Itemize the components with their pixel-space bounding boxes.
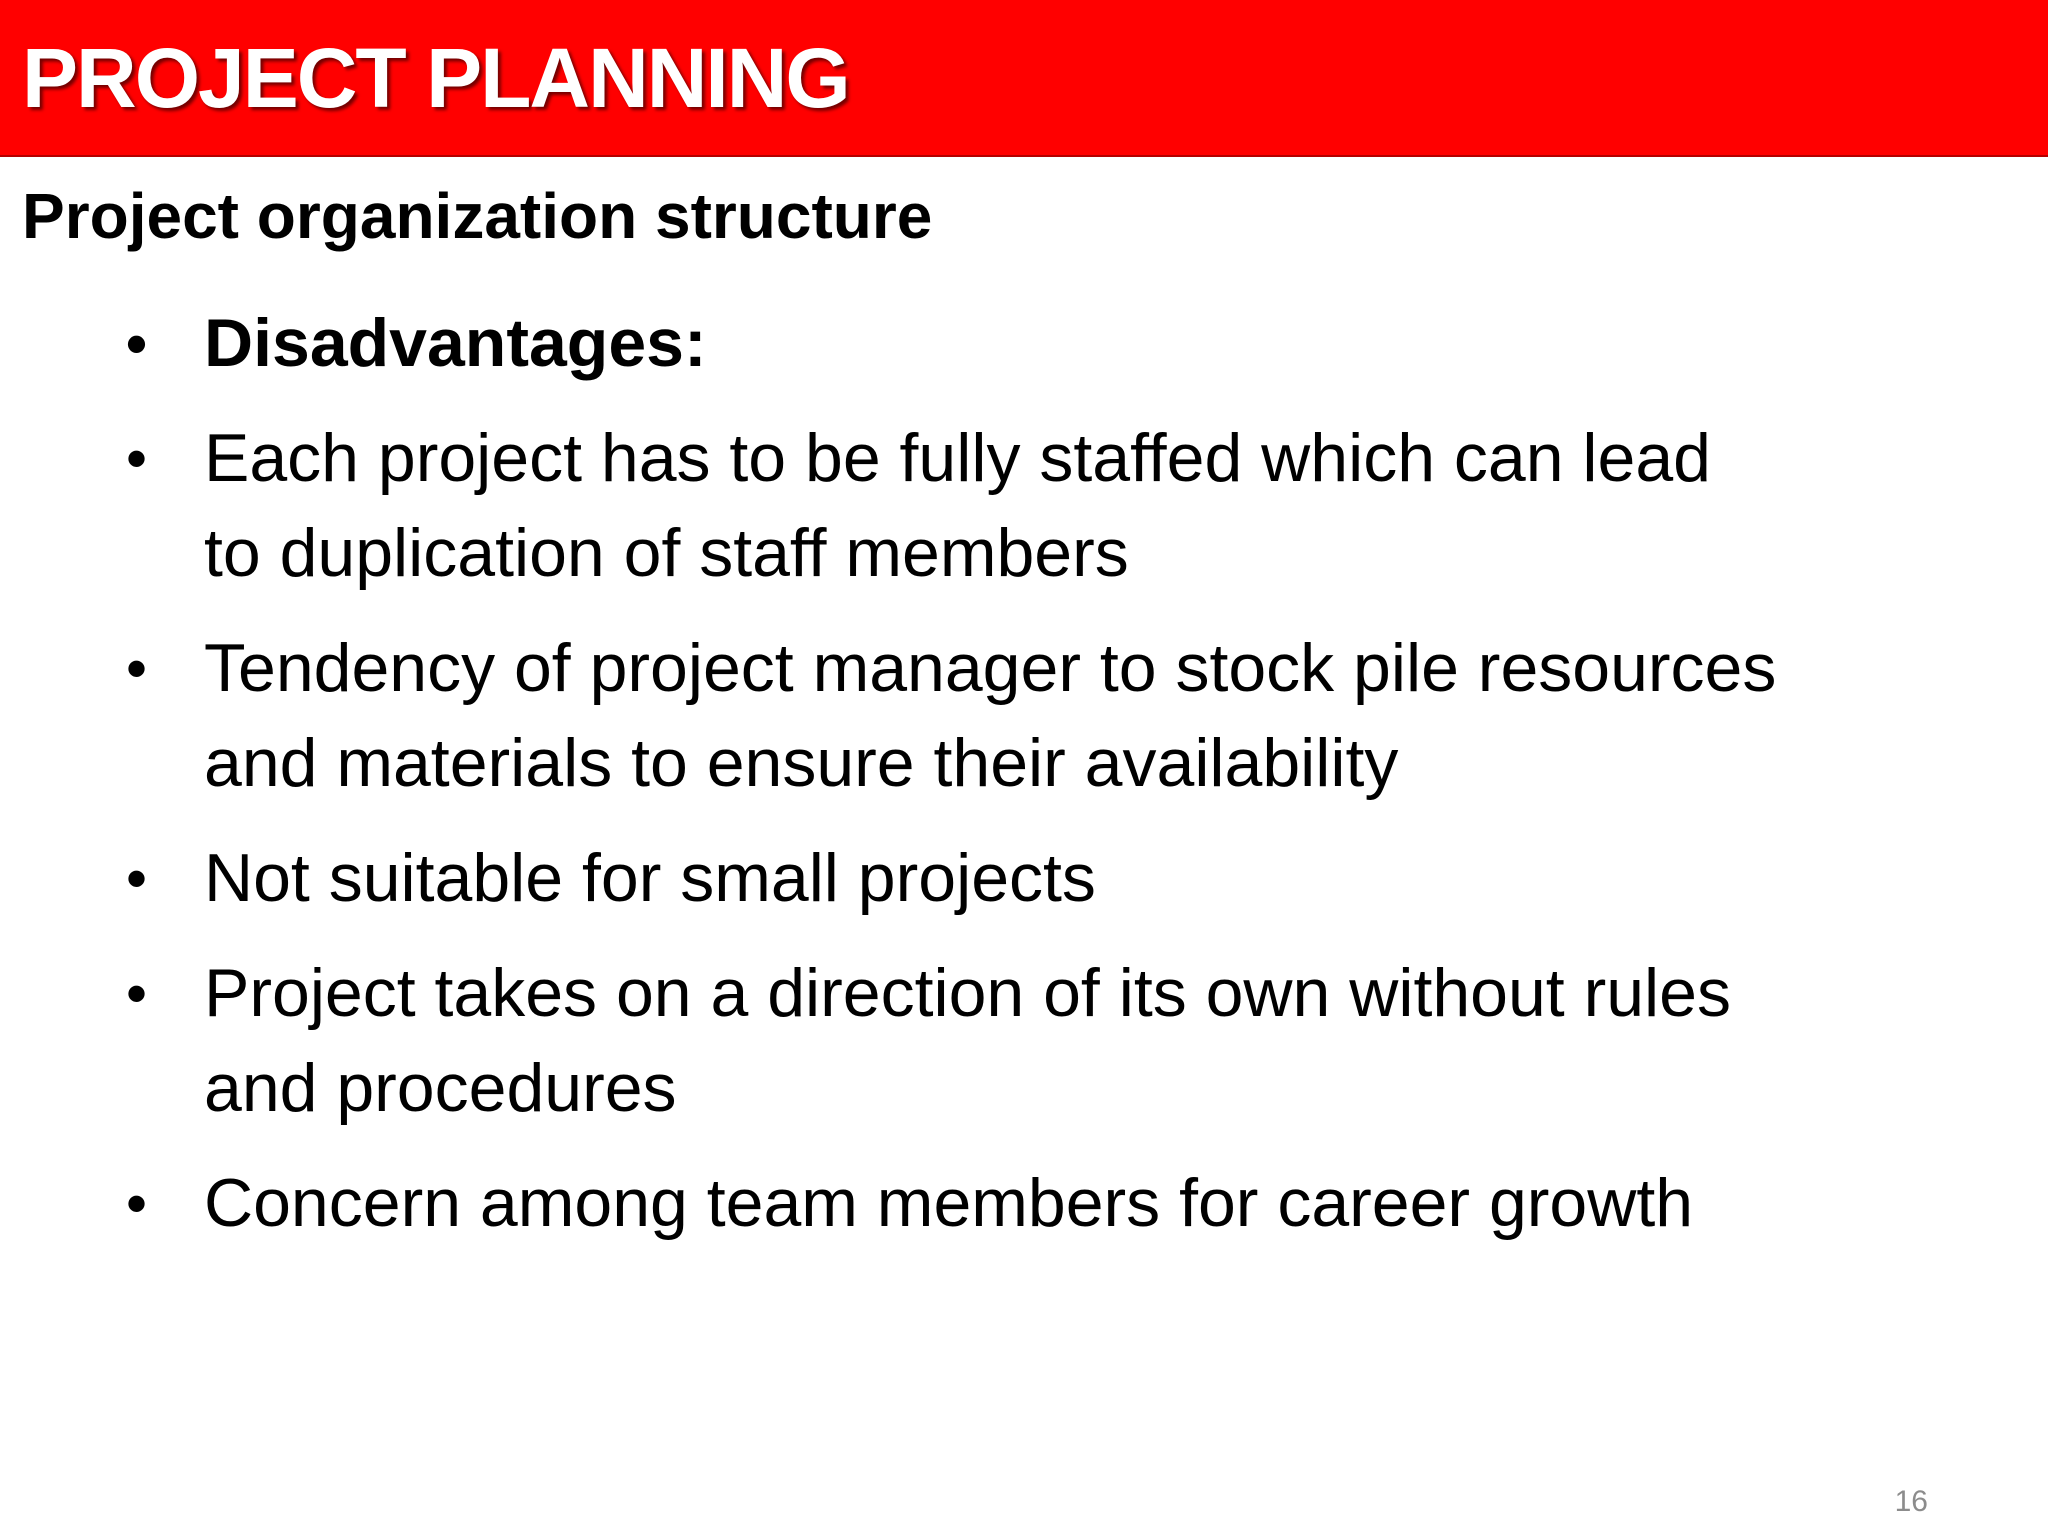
bullet-item-stockpile-resources xyxy=(0,621,1780,811)
bullet-text: Concern among team members for career growth xyxy=(204,1165,1694,1241)
page-number: 16 xyxy=(1894,1485,1928,1518)
bullet-item-own-direction xyxy=(0,946,1780,1136)
bullet-icon: • xyxy=(126,960,148,1027)
bullet-list xyxy=(0,296,2048,1271)
bullet-item-staff-duplication xyxy=(0,411,1780,601)
bullet-text: Not suitable for small projects xyxy=(204,840,1096,916)
slide-subtitle: Project organization structure xyxy=(22,180,933,252)
bullet-icon: • xyxy=(126,1170,148,1237)
bullet-icon: • xyxy=(126,310,148,377)
slide-title: PROJECT PLANNING xyxy=(22,31,849,125)
bullet-item-career-growth xyxy=(0,1156,1780,1251)
bullet-item-disadvantages-heading xyxy=(0,296,1780,391)
bullet-icon: • xyxy=(126,425,148,492)
bullet-text: Project takes on a direction of its own without rules and procedures xyxy=(204,955,1731,1126)
bullet-text: Each project has to be fully staffed which can lead to duplication of staff members xyxy=(204,420,1711,591)
bullet-item-small-projects xyxy=(0,831,1780,926)
bullet-text: Tendency of project manager to stock pile resources and materials to ensure their availability xyxy=(204,630,1777,801)
bullet-icon: • xyxy=(126,635,148,702)
title-bar xyxy=(0,0,2048,157)
bullet-icon: • xyxy=(126,845,148,912)
bullet-text: Disadvantages: xyxy=(204,305,707,381)
